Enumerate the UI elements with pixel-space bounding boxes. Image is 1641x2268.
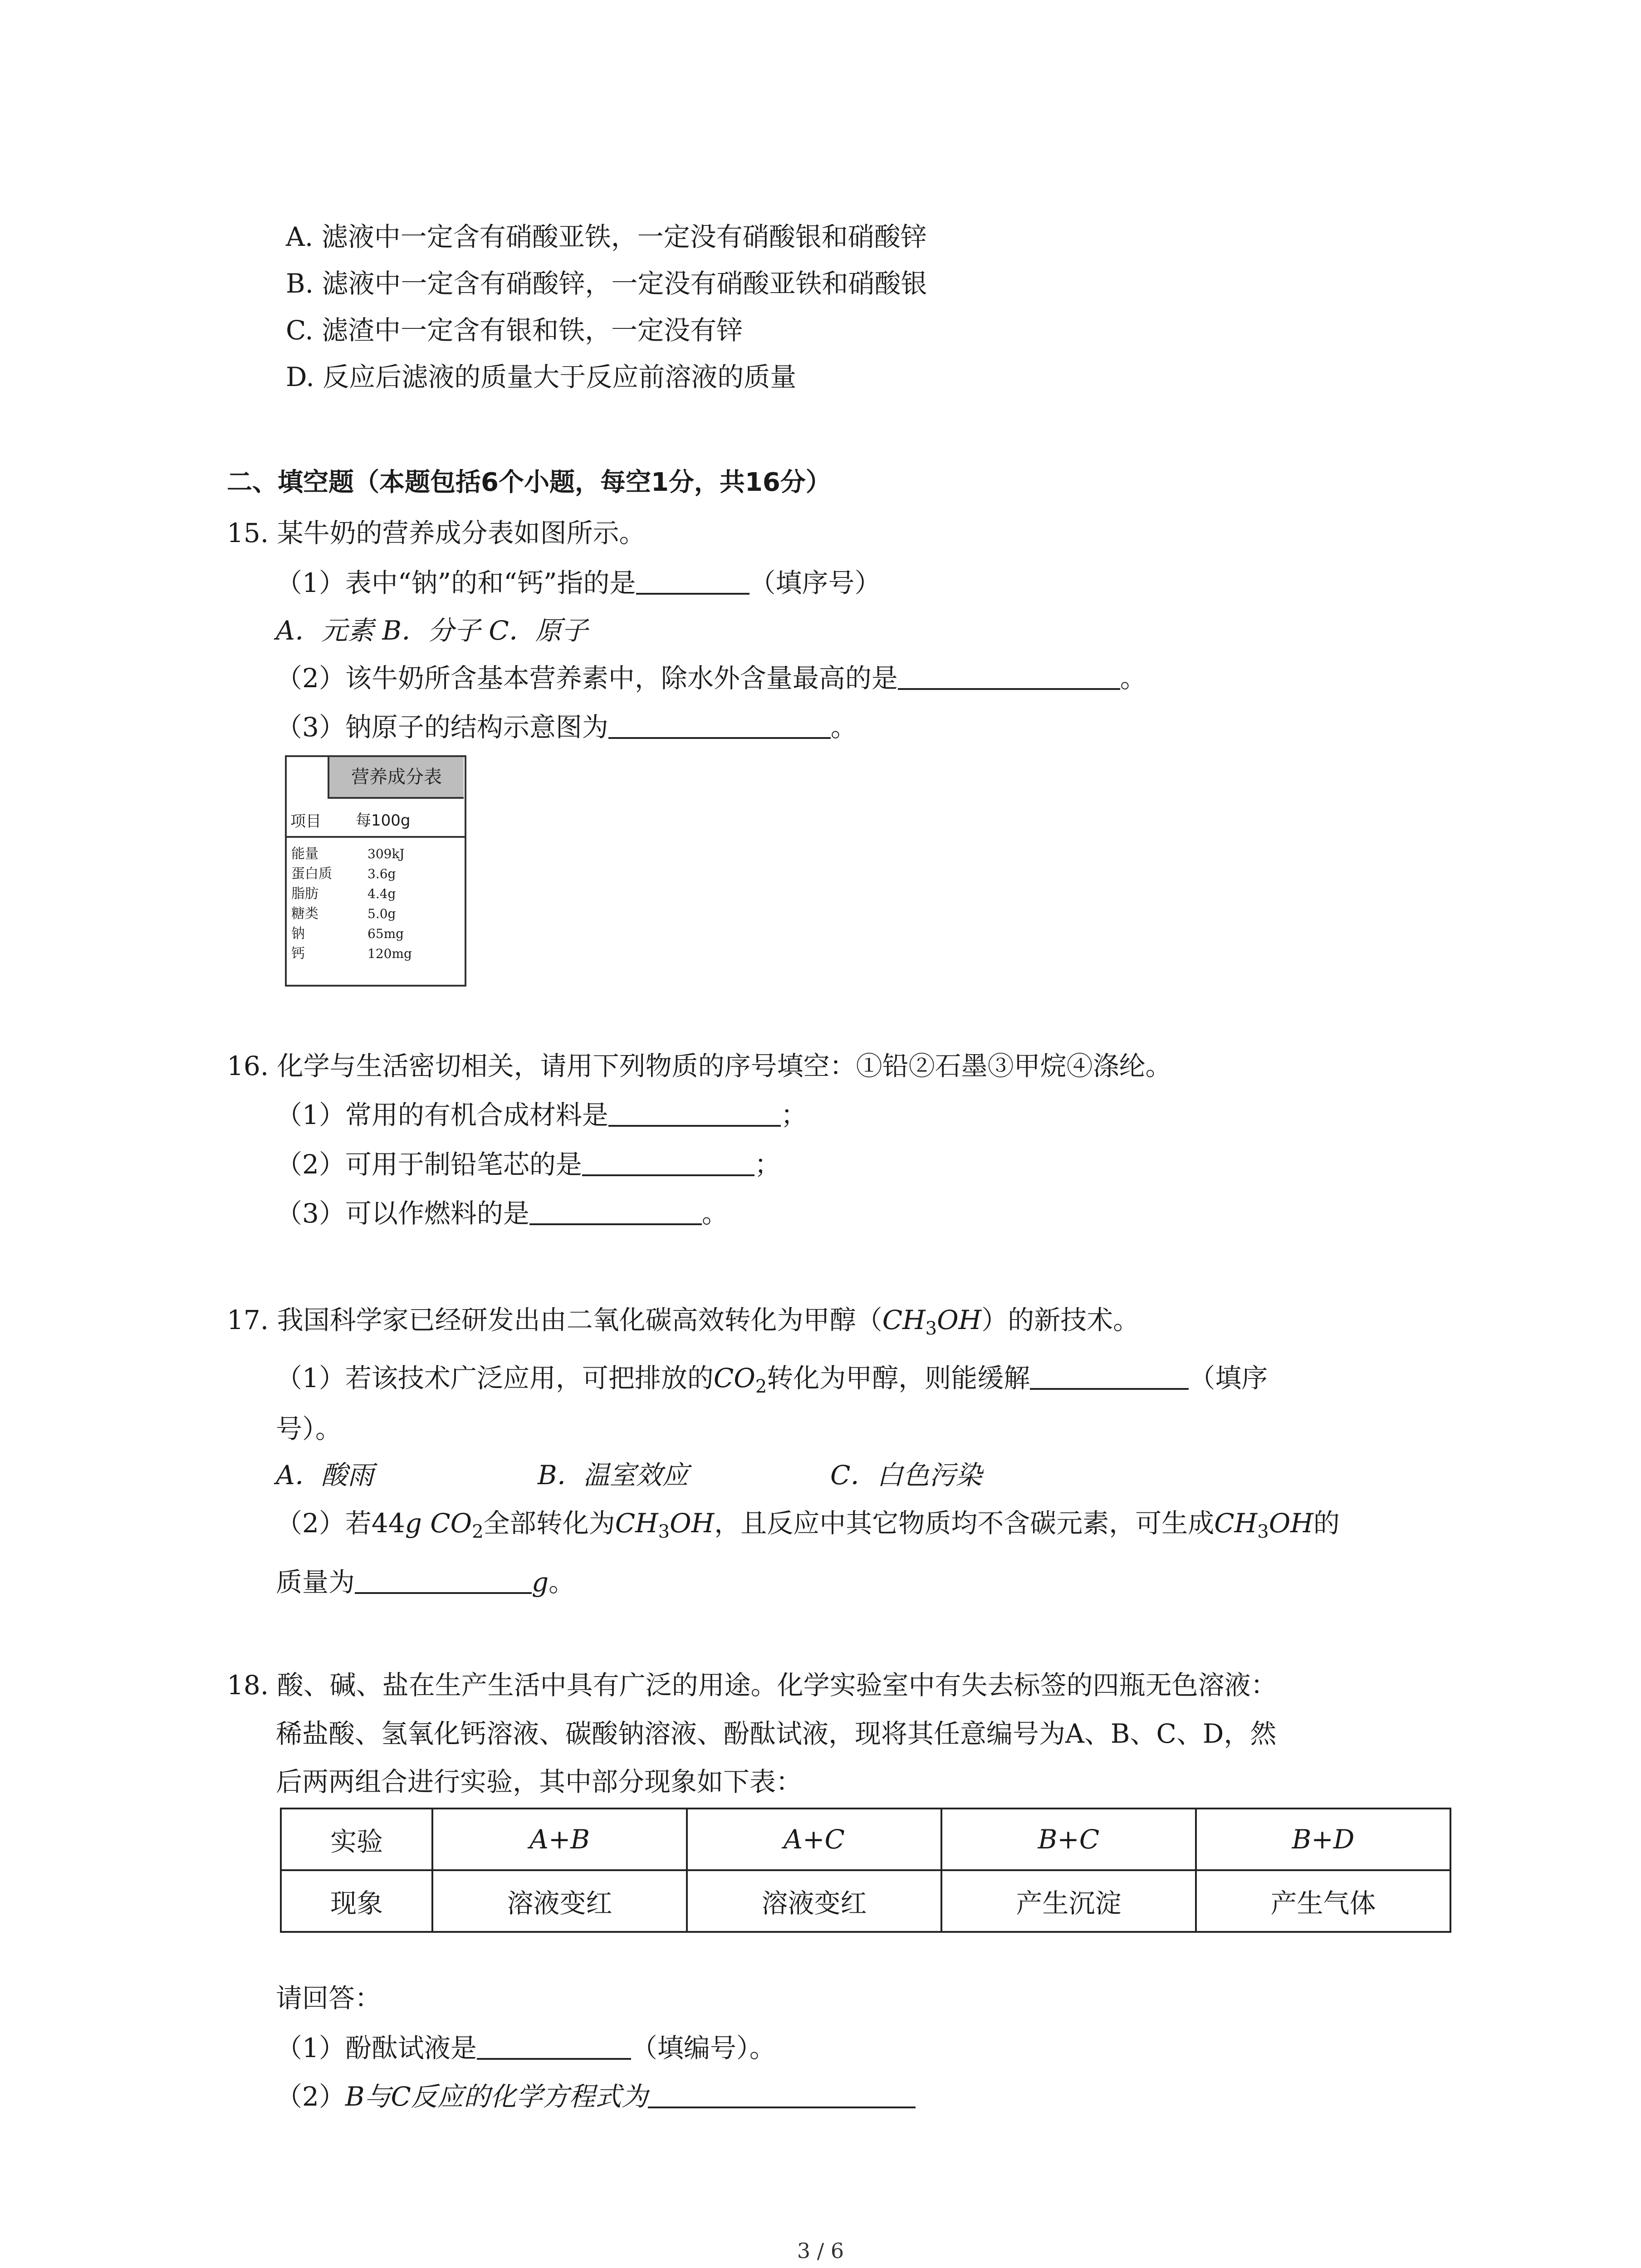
q18-part2 [276, 2078, 916, 2115]
table-cell: 产生气体 [1196, 1870, 1450, 1932]
q18-answer-blank-2[interactable] [648, 2079, 916, 2108]
q16-part1 [276, 1097, 807, 1133]
q17-part1 [276, 1360, 1268, 1405]
q18-part2-text: B与C反应的化学方程式为 [345, 2081, 648, 2112]
q17-part2-text-5: 质量为 [276, 1567, 355, 1598]
q17-part1-text-2: 转化为甲醇，则能缓解 [767, 1363, 1030, 1393]
nutrition-row-value: 3.6g [367, 866, 396, 881]
q17-formula-ch3oh: $CH_3OH$ [882, 1305, 982, 1339]
q17-stem-text: 17. 我国科学家已经研发出由二氧化碳高效转化为甲醇（ [227, 1305, 882, 1335]
q15-part3 [276, 709, 857, 745]
table-cell: B+D [1196, 1809, 1450, 1870]
q17-answer-blank-2[interactable] [355, 1565, 532, 1594]
q15-options: A．元素 B．分子 C．原子 [276, 615, 588, 646]
q15-part3-end: 。 [830, 712, 857, 743]
q15-answer-blank-2[interactable] [898, 661, 1120, 690]
q14-option-a: A. 滤液中一定含有硝酸亚铁，一定没有硝酸银和硝酸锌 [286, 221, 927, 252]
q16-part1-text: （1）常用的有机合成材料是 [276, 1100, 608, 1130]
q16-part3-end: 。 [701, 1198, 728, 1229]
nutrition-col-item: 项目 [290, 812, 321, 831]
q16-part3-text: （3）可以作燃料的是 [276, 1198, 529, 1229]
q17-formula-ch3oh-3: $CH_3OH$ [1214, 1508, 1313, 1542]
q16-part1-end: ； [780, 1100, 807, 1130]
q15-part2-end: 。 [1120, 663, 1146, 694]
q18-stem-line2: 稀盐酸、氢氧化钙溶液、碳酸钠溶液、酚酞试液，现将其任意编号为A、B、C、D，然 [276, 1718, 1277, 1749]
table-row [281, 1809, 1450, 1870]
q17-part1-continued: 号）。 [276, 1413, 342, 1444]
q15-part3-text: （3）钠原子的结构示意图为 [276, 712, 608, 743]
q17-option-c: C．白色污染 [830, 1460, 982, 1491]
q16-answer-blank-2[interactable] [582, 1147, 754, 1176]
q16-part2-text: （2）可用于制铅笔芯的是 [276, 1149, 582, 1180]
table-cell: A+C [687, 1809, 941, 1870]
q17-formula-co2-2: $CO_2$ [430, 1508, 484, 1542]
q17-answer-blank-1[interactable] [1030, 1361, 1189, 1390]
table-cell: 溶液变红 [432, 1870, 687, 1932]
q18-answer-blank-1[interactable] [477, 2031, 631, 2060]
q16-part2 [276, 1146, 781, 1183]
q18-stem-line3: 后两两组合进行实验，其中部分现象如下表： [276, 1766, 803, 1797]
nutrition-row-name: 钠 [291, 926, 305, 942]
table-cell: 产生沉淀 [941, 1870, 1196, 1932]
nutrition-row-value: 120mg [367, 946, 412, 961]
nutrition-row-value: 65mg [367, 926, 404, 941]
nutrition-row-name: 蛋白质 [291, 866, 332, 882]
q14-option-c: C. 滤渣中一定含有银和铁，一定没有锌 [286, 315, 743, 346]
page-number: 3 / 6 [797, 2239, 844, 2263]
q17-stem [227, 1302, 1139, 1347]
nutrition-col-per100g: 每100g [356, 811, 411, 830]
q16-answer-blank-1[interactable] [608, 1098, 781, 1127]
q17-option-b: B．温室效应 [538, 1460, 689, 1491]
q15-part1 [276, 565, 881, 601]
table-cell: 现象 [281, 1870, 432, 1932]
q14-option-b: B. 滤液中一定含有硝酸锌，一定没有硝酸亚铁和硝酸银 [286, 268, 927, 299]
nutrition-table-header: 营养成分表 [328, 757, 464, 799]
q16-part2-end: ； [754, 1149, 781, 1180]
table-cell: B+C [941, 1809, 1196, 1870]
section-title: 二、填空题（本题包括6个小题，每空1分，共16分） [227, 468, 831, 497]
q17-part2-text-2: 全部转化为 [483, 1508, 615, 1539]
q17-part1-note: （填序 [1189, 1363, 1268, 1393]
q15-part1-note: （填序号） [749, 567, 881, 598]
table-row [281, 1870, 1450, 1932]
q15-part2-text: （2）该牛奶所含基本营养素中，除水外含量最高的是 [276, 663, 898, 694]
q16-part3 [276, 1195, 728, 1232]
q17-part1-text: （1）若该技术广泛应用，可把排放的 [276, 1363, 714, 1393]
q15-answer-blank-1[interactable] [636, 566, 749, 595]
q15-part1-text: （1）表中“钠”的和“钙”指的是 [276, 567, 636, 598]
q17-part2-text: （2）若44 [276, 1508, 405, 1539]
q15-part2 [276, 660, 1146, 696]
q17-unit-g-2: g [532, 1567, 549, 1598]
nutrition-row-name: 脂肪 [291, 886, 318, 902]
q17-option-a: A．酸雨 [276, 1460, 374, 1491]
nutrition-row-value: 4.4g [367, 886, 396, 901]
q15-stem: 15. 某牛奶的营养成分表如图所示。 [227, 518, 646, 548]
q16-answer-blank-3[interactable] [529, 1196, 702, 1225]
q17-formula-co2: $CO_2$ [713, 1363, 767, 1397]
q17-part2-text-3: ，且反应中其它物质均不含碳元素，可生成 [714, 1508, 1215, 1539]
q17-formula-ch3oh-2: $CH_3OH$ [615, 1508, 715, 1542]
q18-part1-note: （填编号）。 [631, 2033, 776, 2063]
q17-stem-end: ）的新技术。 [981, 1305, 1140, 1335]
nutrition-row-value: 5.0g [367, 906, 396, 921]
q17-part2 [276, 1505, 1340, 1550]
nutrition-row-name: 能量 [291, 846, 318, 862]
q15-answer-blank-3[interactable] [608, 710, 831, 739]
q18-part1-text: （1）酚酞试液是 [276, 2033, 477, 2063]
q17-unit-g: g [405, 1508, 422, 1539]
q18-ask: 请回答： [276, 1983, 382, 2014]
table-cell: A+B [432, 1809, 687, 1870]
experiment-table [280, 1808, 1451, 1933]
q17-part2-text-4: 的 [1313, 1508, 1340, 1539]
q14-option-d: D. 反应后滤液的质量大于反应前溶液的质量 [286, 362, 797, 392]
table-cell: 实验 [281, 1809, 432, 1870]
nutrition-row-name: 钙 [291, 946, 305, 962]
q17-part2-continued [276, 1564, 575, 1600]
table-cell: 溶液变红 [687, 1870, 941, 1932]
q18-part2-prefix: （2） [276, 2081, 345, 2112]
nutrition-row-name: 糖类 [291, 906, 318, 922]
q16-stem: 16. 化学与生活密切相关，请用下列物质的序号填空：①铅②石墨③甲烷④涤纶。 [227, 1051, 1172, 1081]
nutrition-row-value: 309kJ [367, 846, 405, 861]
nutrition-table [285, 755, 466, 987]
q18-stem-line1: 18. 酸、碱、盐在生产生活中具有广泛的用途。化学实验室中有失去标签的四瓶无色溶液： [227, 1670, 1277, 1701]
q18-part1 [276, 2030, 776, 2066]
q17-part2-end: 。 [549, 1567, 575, 1598]
nutrition-table-subheader [287, 799, 465, 838]
